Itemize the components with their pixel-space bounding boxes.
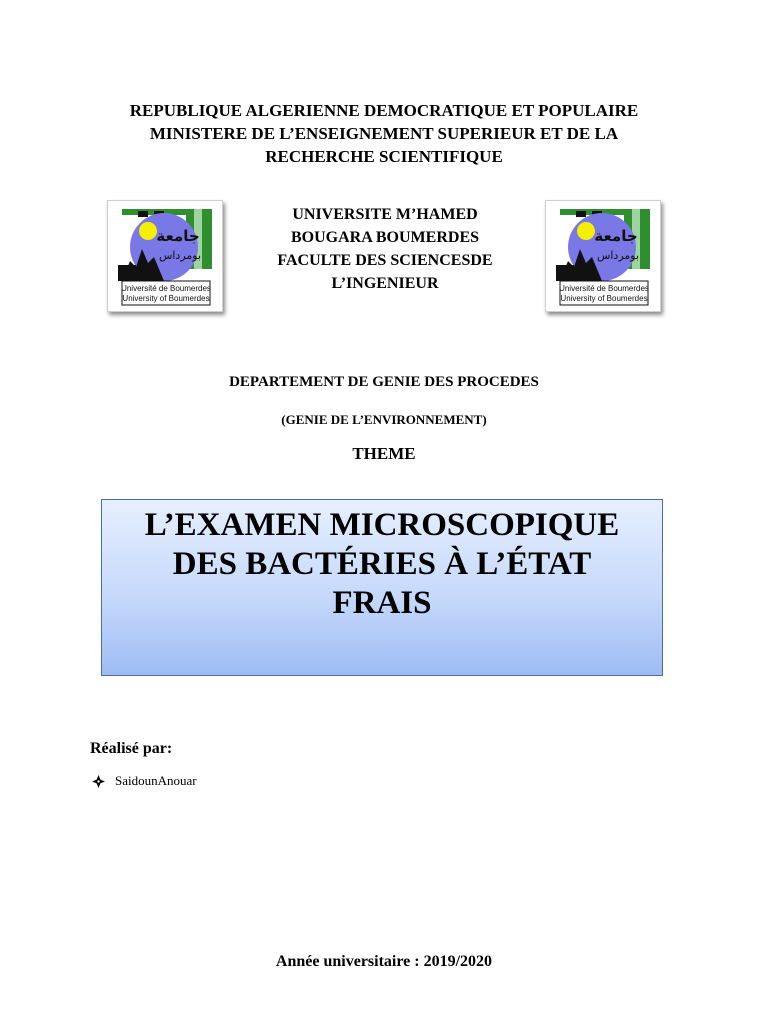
header-line-2: MINISTERE DE L’ENSEIGNEMENT SUPERIEUR ET DE LA [149,124,619,143]
university-logo-right [545,200,661,312]
university-logo-icon [546,201,660,311]
university-logo-icon [108,201,222,311]
thesis-title-box [101,499,663,676]
diamond-bullet-icon [92,775,105,788]
logo-caption-fr: Université de Boumerdes [559,284,649,293]
university-line-2: BOUGARA BOUMERDES [290,229,480,246]
header-line-3: RECHERCHE SCIENTIFIQUE [265,147,503,166]
academic-year: Année universitaire : 2019/2020 [275,953,493,970]
thesis-title-line-3: FRAIS [332,585,432,621]
theme-label: THEME [352,444,416,463]
author-list-item [92,773,197,789]
realise-label: Réalisé par: [90,740,173,757]
thesis-title-line-2: DES BACTÉRIES À L’ÉTAT [172,546,592,582]
logo-caption-fr: Université de Boumerdes [121,284,211,293]
university-line-1: UNIVERSITE M’HAMED [292,206,478,223]
header-line-1: REPUBLIQUE ALGERIENNE DEMOCRATIQUE ET POPULAIRE [129,101,639,120]
logo-arabic-bottom: بومرداس [596,249,640,262]
university-line-3: FACULTE DES SCIENCESDE [277,252,493,269]
thesis-title [102,506,662,623]
university-logo-left [107,200,223,312]
subdepartment-title: (GENIE DE L’ENVIRONNEMENT) [281,412,487,427]
thesis-title-line-1: L’EXAMEN MICROSCOPIQUE [144,507,620,543]
university-line-4: L’INGENIEUR [331,275,439,292]
logo-arabic-top: جامعة [156,227,200,245]
logo-caption-en: University of Boumerdes [560,294,648,303]
republic-header [60,99,708,168]
department-title: DEPARTEMENT DE GENIE DES PROCEDES [229,374,539,390]
university-info [240,203,530,295]
logo-arabic-bottom: بومرداس [158,249,202,262]
author-name: SaidounAnouar [115,773,197,788]
logo-caption-en: University of Boumerdes [122,294,210,303]
logo-arabic-top: جامعة [594,227,638,245]
